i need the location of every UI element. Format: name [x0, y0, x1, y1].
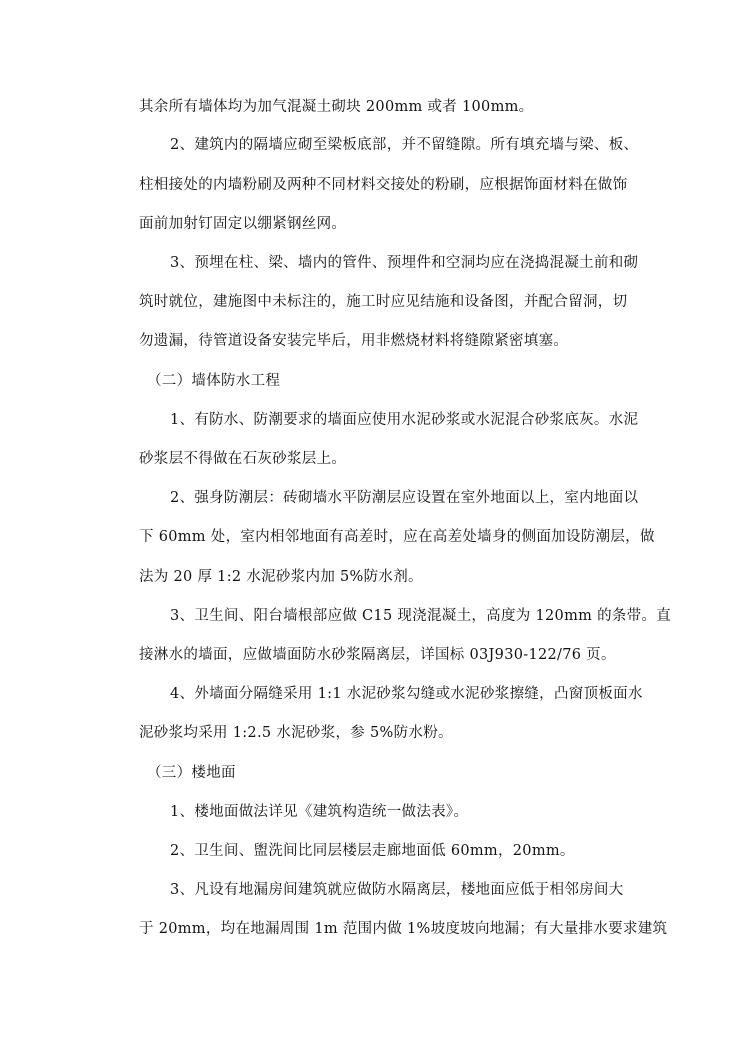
text-line: 勿遗漏，待管道设备安装完毕后，用非燃烧材料将缝隙紧密填塞。 [139, 333, 569, 349]
text-line: 其余所有墙体均为加气混凝土砌块 200mm 或者 100mm。 [139, 99, 534, 115]
text-line: 4、外墙面分隔缝采用 1:1 水泥砂浆勾缝或水泥砂浆擦缝，凸窗顶板面水 [170, 686, 643, 702]
text-line: 接淋水的墙面，应做墙面防水砂浆隔离层，详国标 03J930-122/76 页。 [139, 647, 616, 663]
text-line: 泥砂浆均采用 1:2.5 水泥砂浆，参 5%防水粉。 [139, 725, 453, 741]
section-heading: （三）楼地面 [147, 765, 236, 781]
text-line: 下 60mm 处，室内相邻地面有高差时，应在高差处墙身的侧面加设防潮层，做 [139, 529, 655, 545]
section-heading: （二）墙体防水工程 [147, 373, 281, 389]
text-line: 3、凡设有地漏房间建筑就应做防水隔离层，楼地面应低于相邻房间大 [170, 882, 624, 898]
text-line: 3、预埋在柱、梁、墙内的管件、预埋件和空洞均应在浇捣混凝土前和砌 [170, 255, 639, 271]
text-line: 2、强身防潮层：砖砌墙水平防潮层应设置在室外地面以上，室内地面以 [170, 490, 639, 506]
text-line: 1、有防水、防潮要求的墙面应使用水泥砂浆或水泥混合砂浆底灰。水泥 [170, 412, 639, 428]
text-line: 于 20mm，均在地漏周围 1m 范围内做 1%坡度坡向地漏；有大量排水要求建筑 [139, 921, 668, 937]
text-line: 法为 20 厚 1:2 水泥砂浆内加 5%防水剂。 [139, 569, 423, 585]
text-line: 面前加射钉固定以绷紧钢丝网。 [139, 216, 347, 232]
text-line: 砂浆层不得做在石灰砂浆层上。 [139, 451, 347, 467]
text-line: 2、建筑内的隔墙应砌至梁板底部，并不留缝隙。所有填充墙与梁、板、 [170, 137, 639, 153]
text-line: 柱相接处的内墙粉刷及两种不同材料交接处的粉刷，应根据饰面材料在做饰 [139, 177, 628, 193]
text-line: 2、卫生间、盥洗间比同层楼层走廊地面低 60mm，20mm。 [170, 843, 575, 859]
text-line: 1、楼地面做法详见《建筑构造统一做法表》。 [170, 804, 469, 820]
text-line: 筑时就位，建施图中未标注的，施工时应见结施和设备图，并配合留洞，切 [139, 294, 628, 310]
text-line: 3、卫生间、阳台墙根部应做 C15 现浇混凝土，高度为 120mm 的条带。直 [170, 608, 672, 624]
